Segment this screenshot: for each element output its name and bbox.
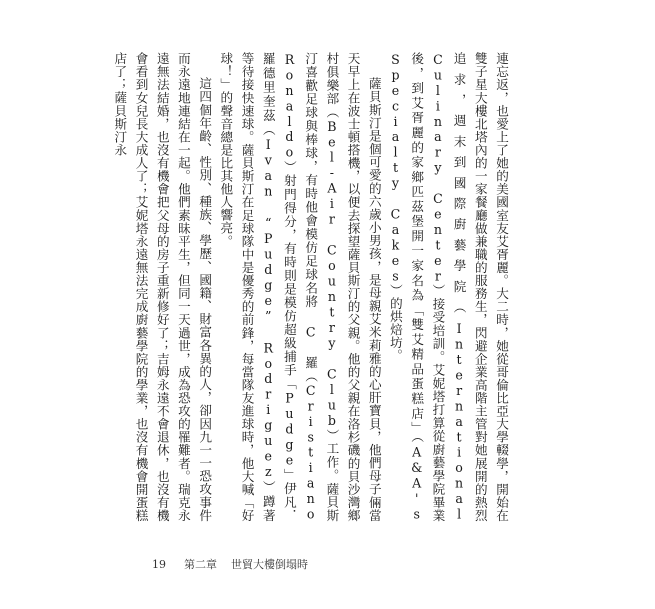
paragraph-1: 連忘返，也愛上了她的美國室友艾胥麗。大二時，她從哥倫比亞大學輟學，開始在雙子星大樓北塔內的一家餐廳做兼職的服務生，閃避企業高階主管對她展開的熱烈追求，週末到國際廚藝學院（International Culinary Center）接受培訓。艾妮塔打算從廚藝學院畢業後，到艾胥麗的家鄉匹茲堡開一家名為「雙艾精品蛋糕店」（A&A's Specialty Cakes）的烘焙坊。 [387,52,509,522]
paragraph-3: 這四個年齡、性別、種族、學歷、國籍、財富各異的人，卻因九一一恐攻事件而永遠地連結在一起。他們素昧平生，但同一天過世，成為恐攻的罹難者。瑞克永遠無法結婚，也沒有機會把父母的房子重新修好了；吉姆永遠不會退休，也沒有機會看到女兒長大成人了；艾妮塔永遠無法完成廚藝學院的學業，也沒有機會開蛋糕店了；薩貝斯汀永 [112,52,213,522]
chapter-label: 第二章 [184,558,217,571]
body-text [112,52,512,522]
chapter-title: 世貿大樓倒塌時 [231,558,308,571]
page-number: 19 [152,558,166,571]
paragraph-2: 薩貝斯汀是個可愛的六歲小男孩，是母親艾米莉雅的心肝寶貝，他們母子倆當天早上在波士頓搭機，以便去探望薩貝斯汀的父親。他的父親在洛杉磯的貝沙灣鄉村俱樂部（Bel-Air Country Club）工作。薩貝斯汀喜歡足球與棒球，有時他會模仿足球名將 C 羅（Cristiano Ronaldo）射門得分，有時則是模仿超級捕手「Pudge」伊凡．羅德里奎茲（Ivan “Pudge” Rodriguez）蹲著等待接快速球。薩貝斯汀在足球隊中是優秀的前鋒，每當隊友進球時，他大喊「好球！」的聲音總是比其他人響亮。 [218,52,382,522]
page-footer [152,556,308,572]
